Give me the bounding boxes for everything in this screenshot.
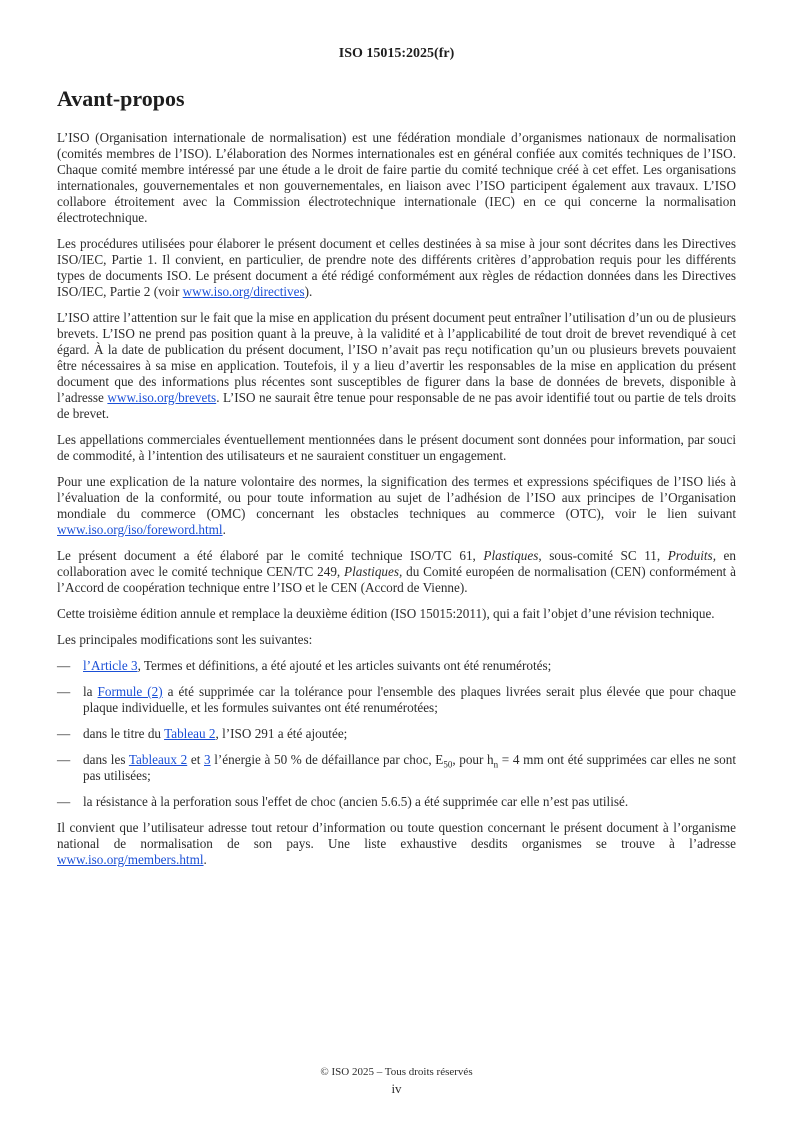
link-table-3[interactable]: 3 [204,752,211,767]
paragraph-changes-intro: Les principales modifications sont les suivantes: [57,632,313,647]
page-footer [0,1066,793,1097]
link-article-3[interactable]: l’Article 3 [83,658,138,673]
list-item: — dans le titre du Tableau 2, l’ISO 291 a été ajoutée; [57,726,348,741]
link-directives[interactable]: www.iso.org/directives [182,284,305,299]
dash-bullet: — [57,658,71,673]
paragraph-procedures: Les procédures utilisées pour élaborer le présent document et celles destinées à sa mise à jour sont décrites dans les Directives ISO/IEC, Partie 1. Il convient, en particulier, de prendre note des différents critères d’approbation requis pour les différents types de documents ISO. Le présent document a été rédigé conformément aux règles de rédaction données dans les Directives ISO/IEC, Partie 2 (voir www.iso.org/directives). [57,236,736,299]
page-number: iv [391,1081,402,1096]
paragraph-iso-intro: L’ISO (Organisation internationale de normalisation) est une fédération mondiale d’organismes nationaux de normalisation (comités membres de l’ISO). L’élaboration des Normes internationales est en général confiée aux comités techniques de l’ISO. Chaque comité membre intéressé par une étude a le droit de faire partie du comité technique créé à cet effet. Les organisations internationales, gouvernementales et non gouvernementales, en liaison avec l’ISO participent également aux travaux. L’ISO collabore étroitement avec la Commission électrotechnique internationale (IEC) en ce qui concerne la normalisation électrotechnique. [57,130,736,225]
paragraph-committee: Le présent document a été élaboré par le comité technique ISO/TC 61, Plastiques, sous-comité SC 11, Produits, en collaboration avec le comité technique CEN/TC 249, Plastiques, du Comité européen de normalisation (CEN) conformément à l’Accord de coopération technique entre l’ISO et le CEN (Accord de Vienne). [57,548,737,595]
dash-bullet: — [57,752,71,767]
link-table-2[interactable]: Tableau 2 [164,726,216,741]
dash-bullet: — [57,684,71,699]
link-members[interactable]: www.iso.org/members.html [57,852,204,867]
page-title: Avant-propos [57,86,185,111]
dash-bullet: — [57,794,71,809]
link-patents[interactable]: www.iso.org/brevets [107,390,217,405]
foreword-body [57,130,736,878]
copyright-notice: © ISO 2025 – Tous droits réservés [320,1066,473,1078]
changes-list [57,658,736,810]
link-tables-2[interactable]: Tableaux 2 [128,752,188,767]
paragraph-trade-names: Les appellations commerciales éventuellement mentionnées dans le présent document sont données pour information, par souci de commodité, à l’intention des utilisateurs et ne sauraient constituer un engagement. [57,432,736,463]
list-item: — la Formule (2) a été supprimée car la tolérance pour l'ensemble des plaques livrées serait plus élevée que pour chaque plaque individuelle, et les formules suivantes ont été renumérotées; [57,684,736,715]
list-item: — la résistance à la perforation sous l'effet de choc (ancien 5.6.5) a été supprimée car elle n’est pas utilisé. [57,794,629,809]
paragraph-patents: L’ISO attire l’attention sur le fait que la mise en application du présent document peut entraîner l’utilisation d’un ou de plusieurs brevets. L’ISO ne prend pas position quant à la preuve, à la validité et à l’applicabilité de tout droit de brevet revendiqué à cet égard. À la date de publication du présent document, l’ISO n’avait pas reçu notification qu’un ou plusieurs brevets pouvaient être nécessaires à sa mise en application. Toutefois, il y a lieu d’avertir les responsables de la mise en application du présent document que des informations plus récentes sont susceptibles de figurer dans la base de données de brevets, disponible à l’adresse www.iso.org/brevets. L’ISO ne saurait être tenue pour responsable de ne pas avoir identifié tout ou partie de tels droits de brevet. [57,310,736,421]
list-item: — l’Article 3, Termes et définitions, a été ajouté et les articles suivants ont été renumérotés; [57,658,552,673]
link-formula-2[interactable]: Formule (2) [97,684,163,699]
paragraph-edition: Cette troisième édition annule et remplace la deuxième édition (ISO 15015:2011), qui a fait l’objet d’une révision technique. [57,606,715,621]
dash-bullet: — [57,726,71,741]
document-id-header: ISO 15015:2025(fr) [338,46,455,61]
paragraph-voluntary-nature: Pour une explication de la nature volontaire des normes, la signification des termes et expressions spécifiques de l’ISO liés à l’évaluation de la conformité, ou pour toute information au sujet de l’adhésion de l’ISO aux principes de l’Organisation mondiale du commerce (OMC) concernant les obstacles techniques au commerce (OTC), voir le lien suivant www.iso.org/iso/foreword.html. [57,474,736,537]
link-foreword[interactable]: www.iso.org/iso/foreword.html [57,522,223,537]
paragraph-feedback: Il convient que l’utilisateur adresse tout retour d’information ou toute question concernant le présent document à l’organisme national de normalisation de son pays. Une liste exhaustive desdits organismes se trouve à l’adresse www.iso.org/members.html. [57,820,736,867]
list-item: — dans les Tableaux 2 et 3 l’énergie à 50 % de défaillance par choc, $E_{50}$, pour $h_n = 4$ mm ont été supprimées car elles ne sont pas utilisées; [57,752,736,783]
